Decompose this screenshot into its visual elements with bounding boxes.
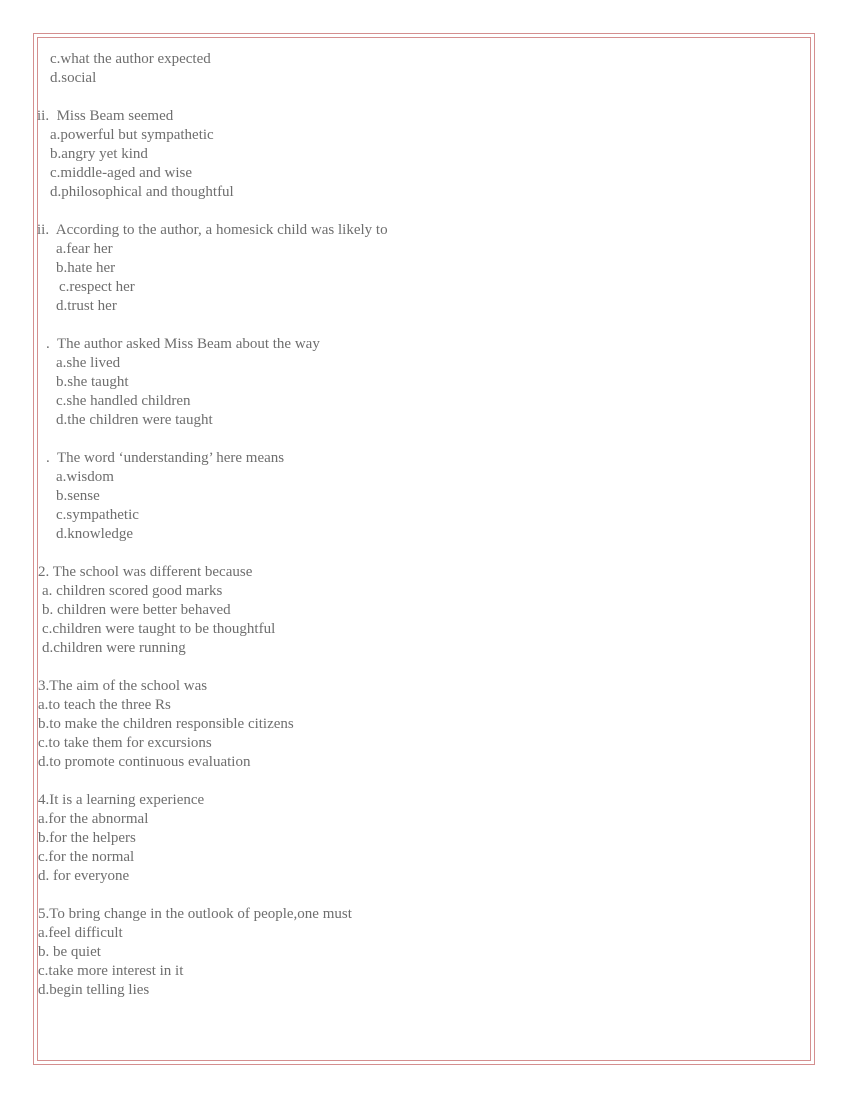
answer-option: c.children were taught to be thoughtful <box>42 621 276 637</box>
answer-option: b.angry yet kind <box>50 146 148 162</box>
question-stem: 3.The aim of the school was <box>38 678 208 694</box>
question-block <box>37 335 797 430</box>
question-stem: 4.It is a learning experience <box>38 792 205 808</box>
answer-option: d.the children were taught <box>56 412 213 428</box>
question-block <box>37 563 797 658</box>
answer-option: b.for the helpers <box>38 830 136 846</box>
answer-option: b. children were better behaved <box>42 602 231 618</box>
answer-option: a.fear her <box>56 241 113 257</box>
answer-option: a.to teach the three Rs <box>38 697 171 713</box>
question-stem: ii. According to the author, a homesick child was likely to <box>37 222 388 238</box>
answer-option: d.trust her <box>56 298 117 314</box>
question-block <box>37 50 797 88</box>
answer-option: c.take more interest in it <box>38 963 184 979</box>
answer-option: a.she lived <box>56 355 121 371</box>
answer-option: b.sense <box>56 488 100 504</box>
question-block <box>37 905 797 1000</box>
answer-option: c.middle-aged and wise <box>50 165 193 181</box>
question-stem: . The author asked Miss Beam about the way <box>46 336 320 352</box>
answer-option: c.for the normal <box>38 849 135 865</box>
answer-option: c.sympathetic <box>56 507 139 523</box>
answer-option: d. for everyone <box>38 868 130 884</box>
answer-option: d.knowledge <box>56 526 134 542</box>
answer-option: b. be quiet <box>38 944 101 960</box>
answer-option: b.to make the children responsible citizens <box>38 716 294 732</box>
answer-option: a. children scored good marks <box>42 583 223 599</box>
question-block <box>37 677 797 772</box>
question-block <box>37 449 797 544</box>
answer-option: a.for the abnormal <box>38 811 149 827</box>
question-stem: 5.To bring change in the outlook of people,one must <box>38 906 352 922</box>
question-block <box>37 107 797 202</box>
question-stem: 2. The school was different because <box>38 564 253 580</box>
question-list <box>37 50 797 1019</box>
answer-option: d.begin telling lies <box>38 982 150 998</box>
question-block <box>37 791 797 886</box>
question-stem: . The word ‘understanding’ here means <box>46 450 285 466</box>
answer-option: c.to take them for excursions <box>38 735 212 751</box>
answer-option: c.she handled children <box>56 393 191 409</box>
answer-option: a.feel difficult <box>38 925 123 941</box>
question-stem: ii. Miss Beam seemed <box>37 108 174 124</box>
question-block <box>37 221 797 316</box>
answer-option: c.what the author expected <box>50 51 211 67</box>
answer-option: d.social <box>50 70 97 86</box>
answer-option: d.to promote continuous evaluation <box>38 754 251 770</box>
answer-option: a.powerful but sympathetic <box>50 127 214 143</box>
answer-option: b.she taught <box>56 374 129 390</box>
answer-option: c.respect her <box>59 279 135 295</box>
answer-option: d.children were running <box>42 640 186 656</box>
answer-option: b.hate her <box>56 260 116 276</box>
answer-option: d.philosophical and thoughtful <box>50 184 234 200</box>
answer-option: a.wisdom <box>56 469 114 485</box>
